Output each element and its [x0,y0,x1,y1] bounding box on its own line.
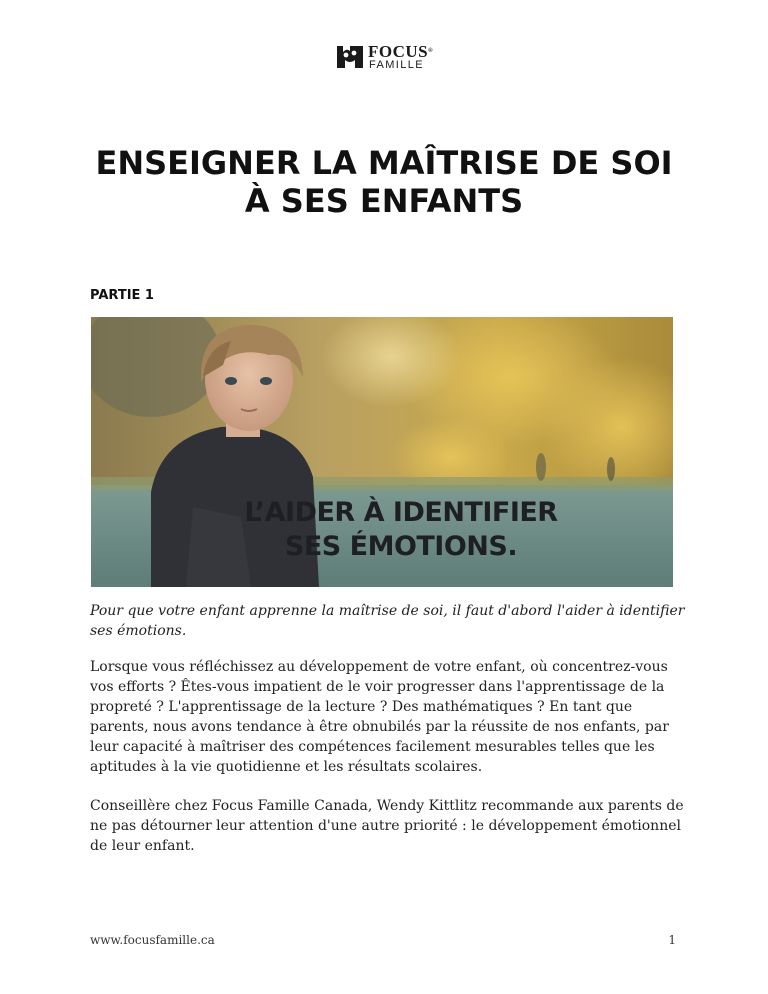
body-paragraph-1: Lorsque vous réfléchissez au développement de votre enfant, où concentrez-vous vos efforts ? Êtes-vous impatient de le voir progresser dans l'apprentissage de la propreté ? L'apprentissage de la lecture ? Des mathématiques ? En tant que parents, nous avons tendance à être obnubilés par la réussite de nos enfants, par leur capacité à maîtriser des compétences facilement mesurables telles que les aptitudes à la vie quotidienne et les résultats scolaires. [90,659,669,775]
footer-website-link[interactable]: www.focusfamille.ca [90,933,215,947]
family-logo-icon [335,42,365,72]
section-label: PARTIE 1 [90,288,154,303]
title-line-1: ENSEIGNER LA MAÎTRISE DE SOI [95,144,673,182]
photo-caption [220,496,582,564]
focus-famille-logo [335,42,435,76]
logo-text-focus: FOCUS® [368,42,434,61]
title-line-2: À SES ENFANTS [244,182,524,220]
body-paragraph-2: Conseillère chez Focus Famille Canada, Wendy Kittlitz recommande aux parents de ne pas détourner leur attention d'une autre priorité : le développement émotionnel de leur enfant. [90,798,684,854]
logo-text-famille: FAMILLE [369,59,425,71]
caption-line-2: SES ÉMOTIONS. [284,531,518,562]
caption-line-1: L’AIDER À IDENTIFIER [244,497,558,528]
hero-photo [91,317,673,587]
intro-paragraph: Pour que votre enfant apprenne la maîtrise de soi, il faut d'abord l'aider à identifier ses émotions. [90,603,685,639]
page-number: 1 [668,933,676,947]
document-title [0,144,768,220]
